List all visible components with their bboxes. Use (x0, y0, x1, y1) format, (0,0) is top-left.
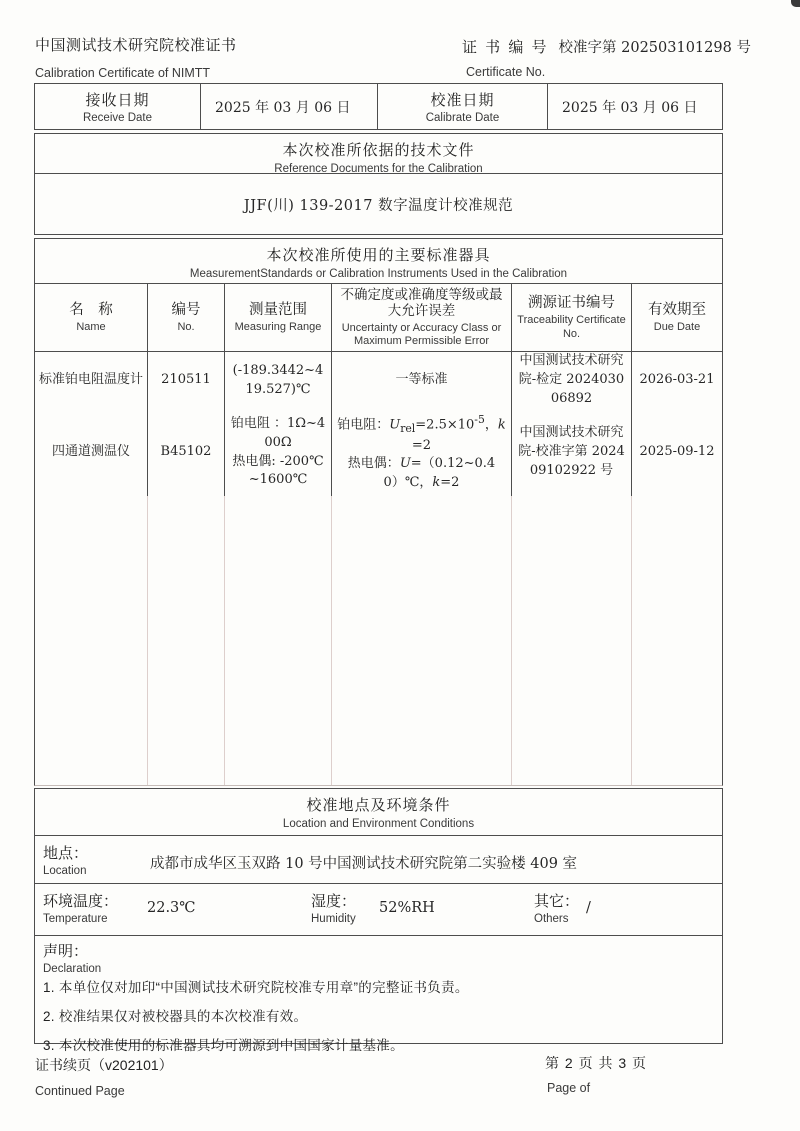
calibrate-date-value: 2025 年 03 月 06 日 (562, 99, 698, 116)
temperature-label: 环境温度： (43, 893, 119, 910)
page-number: 第 2 页 共 3 页 (545, 1055, 648, 1071)
receive-date-label-cell (35, 84, 201, 129)
row1-uncertainty: 一等标准 (332, 352, 512, 409)
col-header-name-zh: 名 称 (69, 301, 113, 318)
declaration-label: 声明： (43, 943, 89, 960)
standards-section-header (35, 239, 722, 284)
doc-header-right (462, 36, 751, 79)
others-label: 其它： (534, 893, 580, 910)
continued-page-label-en: Continued Page (35, 1084, 125, 1098)
col-header-due-en: Due Date (653, 320, 701, 333)
temperature-label-en: Temperature (43, 913, 108, 925)
footer-right (545, 1053, 647, 1095)
standards-box (34, 238, 723, 786)
conditions-row (35, 884, 722, 936)
location-value: 成都市成华区玉双路 10 号中国测试技术研究院第二实验楼 409 室 (150, 856, 578, 872)
col-header-range-zh: 测量范围 (249, 301, 307, 318)
reference-title-en: Reference Documents for the Calibration (274, 163, 483, 175)
col-header-traceability (512, 284, 632, 352)
declaration-items (43, 976, 703, 1063)
row2-u1-exponent: -5 (474, 412, 485, 426)
col-header-uncertainty-en: Uncertainty or Accuracy Class or Maximum Permissible Error (341, 321, 502, 347)
row2-u1-symbol: U (389, 417, 401, 433)
row2-u2-k: k (432, 475, 441, 491)
row2-u1-k-value: =2 (411, 437, 432, 453)
row2-u2-k-value: =2 (440, 475, 460, 491)
page-number-en: Page of (547, 1081, 591, 1095)
others-label-en: Others (534, 913, 569, 925)
empty-cell (148, 496, 225, 785)
row1-due: 2026-03-21 (639, 372, 715, 388)
row2-u1-prefix: 铂电阻： (337, 417, 390, 433)
col-header-range-en: Measuring Range (234, 320, 322, 333)
row2-uncertainty (332, 409, 512, 496)
receive-date-label: 接收日期 (85, 92, 150, 109)
declaration-item-3: 3. 本次校准使用的标准器具均可溯源到中国国家计量基准。 (43, 1038, 404, 1053)
empty-cell (632, 496, 722, 785)
col-header-due-zh: 有效期至 (648, 301, 706, 318)
declaration-item-1: 1. 本单位仅对加印“中国测试技术研究院校准专用章”的完整证书负责。 (43, 980, 469, 995)
row1-name: 标准铂电阻温度计 (35, 352, 148, 409)
location-label-en: Location (43, 865, 87, 877)
row2-u1-separator: ， (484, 417, 498, 433)
location-label-block (43, 842, 88, 877)
row2-u2-symbol: U (399, 456, 411, 472)
environment-title-en: Location and Environment Conditions (282, 818, 475, 830)
col-header-uncertainty (332, 284, 512, 352)
standards-title: 本次校准所使用的主要标准器具 (266, 247, 491, 264)
calibrate-date-label-cell (378, 84, 548, 129)
calibrate-date-label-en: Calibrate Date (425, 112, 500, 124)
col-header-name (35, 284, 148, 352)
row2-range-line2: 热电偶: -200℃~1600℃ (232, 453, 324, 488)
others-label-block (534, 890, 579, 925)
row2-traceability: 中国测试技术研究院-校准字第 202409102922 号 (512, 409, 632, 496)
cert-no-value: 校准字第 202503101298 号 (558, 40, 751, 56)
temperature-value: 22.3℃ (147, 900, 196, 916)
row2-u1-subscript: rel (400, 421, 416, 435)
location-row (35, 836, 722, 884)
standards-title-en: MeasurementStandards or Calibration Instruments Used in the Calibration (189, 268, 568, 280)
row2-u1-mid: =2.5×10 (415, 417, 475, 433)
declaration-label-en: Declaration (43, 963, 102, 975)
row2-uncertainty-line2 (336, 455, 507, 493)
col-header-name-en: Name (76, 320, 106, 333)
humidity-label-en: Humidity (311, 913, 356, 925)
declaration-label-block (43, 940, 101, 975)
row2-due: 2025-09-12 (639, 444, 715, 460)
page-title-en: Calibration Certificate of NIMTT (35, 66, 211, 80)
declaration-row (35, 936, 722, 1053)
row2-uncertainty-line1 (336, 412, 507, 455)
receive-date-label-en: Receive Date (82, 112, 153, 124)
empty-cell (512, 496, 632, 785)
empty-cell (225, 496, 332, 785)
environment-box (34, 788, 723, 1053)
reference-title: 本次校准所依据的技术文件 (282, 142, 475, 159)
standards-table-header-row (35, 284, 722, 352)
standards-table-body (35, 352, 722, 785)
others-value: / (586, 900, 591, 916)
col-header-traceability-en: Traceability Certificate No. (517, 314, 626, 340)
certificate-number-line (462, 36, 751, 57)
calibrate-date-label: 校准日期 (430, 92, 495, 109)
humidity-value: 52%RH (379, 900, 435, 916)
empty-cell (35, 496, 148, 785)
doc-header-left (35, 34, 237, 80)
declaration-item-2: 2. 校准结果仅对被校器具的本次校准有效。 (43, 1009, 308, 1024)
row2-no: B45102 (148, 409, 225, 496)
humidity-label-block (311, 890, 356, 925)
date-table (34, 83, 723, 130)
reference-section-header (35, 134, 722, 174)
cert-no-label-en: Certificate No. (466, 65, 546, 79)
temperature-label-block (43, 890, 118, 925)
col-header-due (632, 284, 722, 352)
footer-left (35, 1055, 173, 1098)
row2-range-line1: 铂电阻 ：1Ω~400Ω (230, 415, 326, 450)
row2-u2-prefix: 热电偶： (347, 456, 400, 472)
environment-section-header (35, 789, 722, 836)
col-header-no-en: No. (177, 320, 195, 333)
col-header-traceability-zh: 溯源证书编号 (528, 295, 615, 312)
continued-page-label: 证书续页（v202101） (35, 1057, 173, 1073)
reference-documents-box (34, 133, 723, 235)
environment-title: 校准地点及环境条件 (306, 797, 451, 814)
row2-u1-k: k (497, 417, 506, 433)
row2-range (225, 409, 332, 496)
scan-artifact-corner (791, 0, 800, 7)
reference-document-item: JJF(川) 139-2017 数字温度计校准规范 (243, 197, 514, 214)
col-header-no-zh: 编号 (171, 301, 201, 318)
row1-traceability: 中国测试技术研究院-检定 202403006892 (512, 352, 632, 409)
cert-no-label: 证 书 编 号 (462, 39, 549, 56)
row1-no: 210511 (148, 352, 225, 409)
location-label: 地点： (43, 845, 89, 862)
row2-name: 四通道测温仪 (35, 409, 148, 496)
col-header-no (148, 284, 225, 352)
humidity-label: 湿度： (311, 893, 357, 910)
empty-cell (332, 496, 512, 785)
col-header-uncertainty-zh: 不确定度或准确度等级或最大允许误差 (340, 287, 503, 319)
col-header-range (225, 284, 332, 352)
receive-date-value: 2025 年 03 月 06 日 (201, 84, 378, 129)
page-title: 中国测试技术研究院校准证书 (35, 37, 237, 54)
row1-range: (-189.3442~419.527)℃ (225, 352, 332, 409)
row2-u2-mid: =（0.12~0.40）℃， (383, 456, 496, 491)
